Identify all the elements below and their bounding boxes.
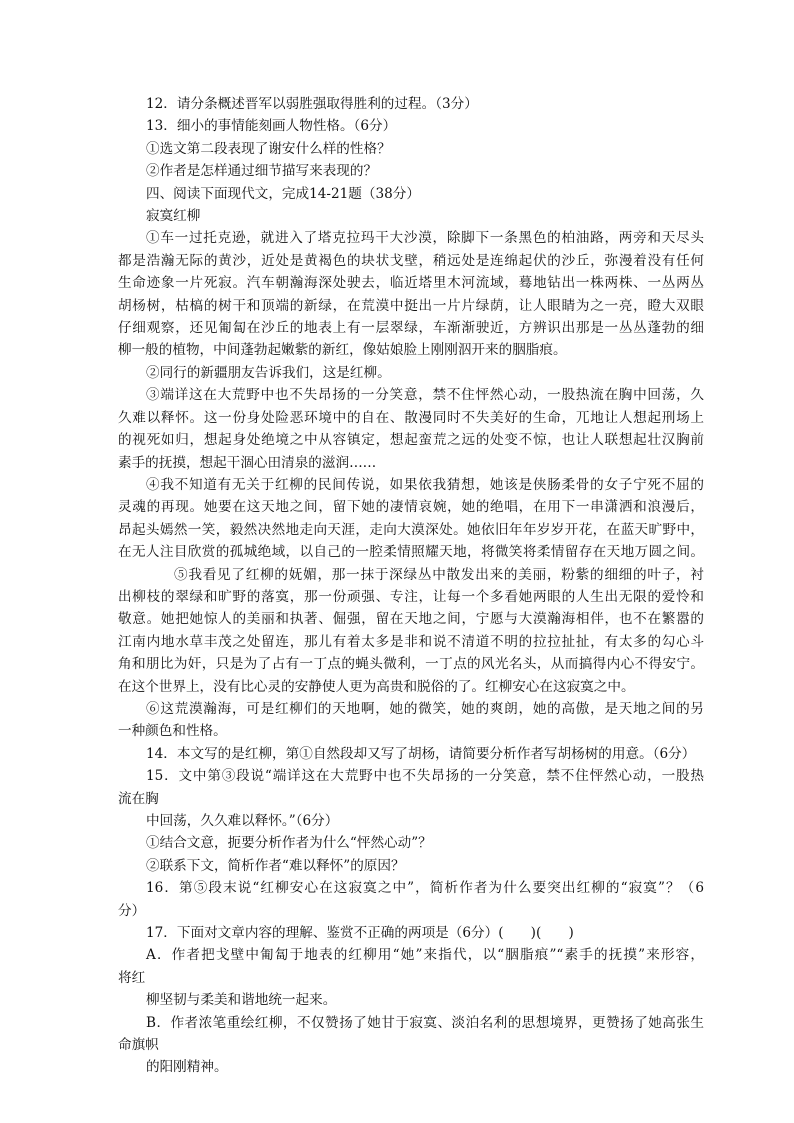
question-15-sub-1: ①结合文意，扼要分析作者为什么“怦然心动”？ [146,835,432,852]
paragraph-5-line: ⑤我看见了红柳的妩媚，那一抹于深绿丛中散发出来的美丽，粉紫的细细的叶子，衬 [174,566,704,583]
paragraph-5-line: 出柳枝的翠绿和旷野的落寞，那一份顽强、专注，让每一个多看她两眼的人生出无限的爱怜和 [118,588,704,605]
paragraph-3-line: 素手的抚摸，想起干涸心田清泉的滋润…… [118,454,377,471]
question-15-wrap: 流在胸 [118,790,159,807]
question-16-wrap: 分） [118,902,146,919]
question-12: 12．请分条概述晋军以弱胜强取得胜利的过程。（3分） [146,96,478,112]
paragraph-1-line: 仔细观察，还见匍匐在沙丘的地表上有一层翠绿，车渐渐驶近，方辨识出那是一丛丛蓬勃的细 [118,320,704,337]
question-15-cont: 中回荡，久久难以释怀。”（6分） [146,813,339,829]
paragraph-6-line: ⑥这荒漠瀚海，可是红柳们的天地啊，她的微笑，她的爽朗，她的高傲，是天地之间的另 [146,700,704,717]
paragraph-4-line: ④我不知道有无关于红柳的民间传说，如果依我猜想，她该是侠肠柔骨的女子宁死不屈的 [146,476,704,493]
paragraph-2-line: ②同行的新疆朋友告诉我们，这是红柳。 [146,364,391,381]
paragraph-3-line: 久难以释怀。这一份身处险恶环境中的自在、散漫同时不失美好的生命，兀地让人想起刑场上 [118,409,704,426]
option-b: B．作者浓笔重绘红柳，不仅赞扬了她甘于寂寞、淡泊名利的思想境界，更赞扬了她高张生 [146,1014,704,1031]
question-17: 17．下面对文章内容的理解、鉴赏不正确的两项是（6分）( )( ) [146,925,574,942]
paragraph-5-line: 在这个世界上，没有比心灵的安静使人更为高贵和脱俗的了。红柳安心在这寂寞之中。 [118,678,635,695]
question-15: 15．文中第③段说“端详这在大荒野中也不失昂扬的一分笑意，禁不住怦然心动，一股热 [146,768,704,785]
paragraph-1-line: 生命迹象一片死寂。汽车朝瀚海深处驶去，临近塔里木河流域，蓦地钻出一株两株、一丛两丛 [118,275,704,292]
question-13-sub-1: ①选文第二段表现了谢安什么样的性格？ [146,140,391,157]
paragraph-3-line: ③端详这在大荒野中也不失昂扬的一分笑意，禁不住怦然心动，一股热流在胸中回荡，久 [146,387,704,404]
paragraph-5-line: 敬意。她把她惊人的美丽和执著、倔强，留在天地之间，宁愿与大漠瀚海相伴，也不在繁嚣的 [118,611,704,628]
option-a: A．作者把戈壁中匍匐于地表的红柳用“她”来指代，以“胭脂痕”“素手的抚摸”来形容， [146,947,704,964]
option-b-cont: 的阳刚精神。 [146,1059,228,1076]
section-heading: 四、阅读下面现代文，完成14-21题（38分） [146,185,420,202]
paragraph-5-line: 江南内地水草丰茂之处留连，那儿有着太多是非和说不清道不明的拉拉扯扯，有太多的勾心斗 [118,633,704,650]
paragraph-6-line: 一种颜色和性格。 [118,723,227,740]
document-body [118,93,704,1079]
paragraph-1-line: 胡杨树，枯槁的树干和顶端的新绿，在荒漠中挺出一片片绿荫，让人眼睛为之一亮，瞪大双眼 [118,297,704,314]
question-13-sub-2: ②作者是怎样通过细节描写来表现的？ [146,163,378,180]
question-14: 14．本文写的是红柳，第①自然段却又写了胡杨，请简要分析作者写胡杨树的用意。（6分） [146,745,696,762]
question-13: 13．细小的事情能刻画人物性格。（6分） [146,118,397,135]
option-a-wrap: 将红 [118,969,146,986]
paragraph-4-line: 昂起头嫣然一笑，毅然决然地走向天涯，走向大漠深处。她依旧年年岁岁开花，在蓝天旷野中， [118,521,704,538]
question-16: 16．第⑤段末说“红柳安心在这寂寞之中”，简析作者为什么要突出红柳的“寂寞”？（6 [146,880,704,897]
paragraph-1-line: ①车一过托克逊，就进入了塔克拉玛干大沙漠，除脚下一条黑色的柏油路，两旁和天尽头 [146,230,704,247]
question-15-sub-2: ②联系下文，简析作者“难以释怀”的原因？ [146,857,405,874]
option-a-cont: 柳坚韧与柔美和谐地统一起来。 [146,992,337,1009]
paragraph-1-line: 柳一般的植物，中间蓬勃起嫩紫的新红，像姑娘脸上刚刚泅开来的胭脂痕。 [118,342,567,359]
option-b-wrap: 命旗帜 [118,1037,159,1054]
article-title: 寂寞红柳 [146,208,201,225]
paragraph-3-line: 的视死如归，想起身处绝境之中从容镇定，想起蛮荒之远的处变不惊，也让人联想起壮汉胸前 [118,432,704,449]
paragraph-1-line: 都是浩瀚无际的黄沙，近处是黄褐色的块状戈壁，稍远处是连绵起伏的沙丘，弥漫着没有任何 [118,252,704,269]
paragraph-4-line: 在无人注目欣赏的孤城绝域，以自己的一腔柔情照耀天地，将微笑将柔情留存在天地万圆之间。 [118,544,704,561]
paragraph-5-line: 角和朋比为奸，只是为了占有一丁点的蝇头微利，一丁点的风光名头，从而搞得内心不得安宁。 [118,656,704,673]
paragraph-4-line: 灵魂的再现。她要在这天地之间，留下她的凄情哀婉，她的绝唱，在用下一串潇洒和浪漫后， [118,499,704,516]
